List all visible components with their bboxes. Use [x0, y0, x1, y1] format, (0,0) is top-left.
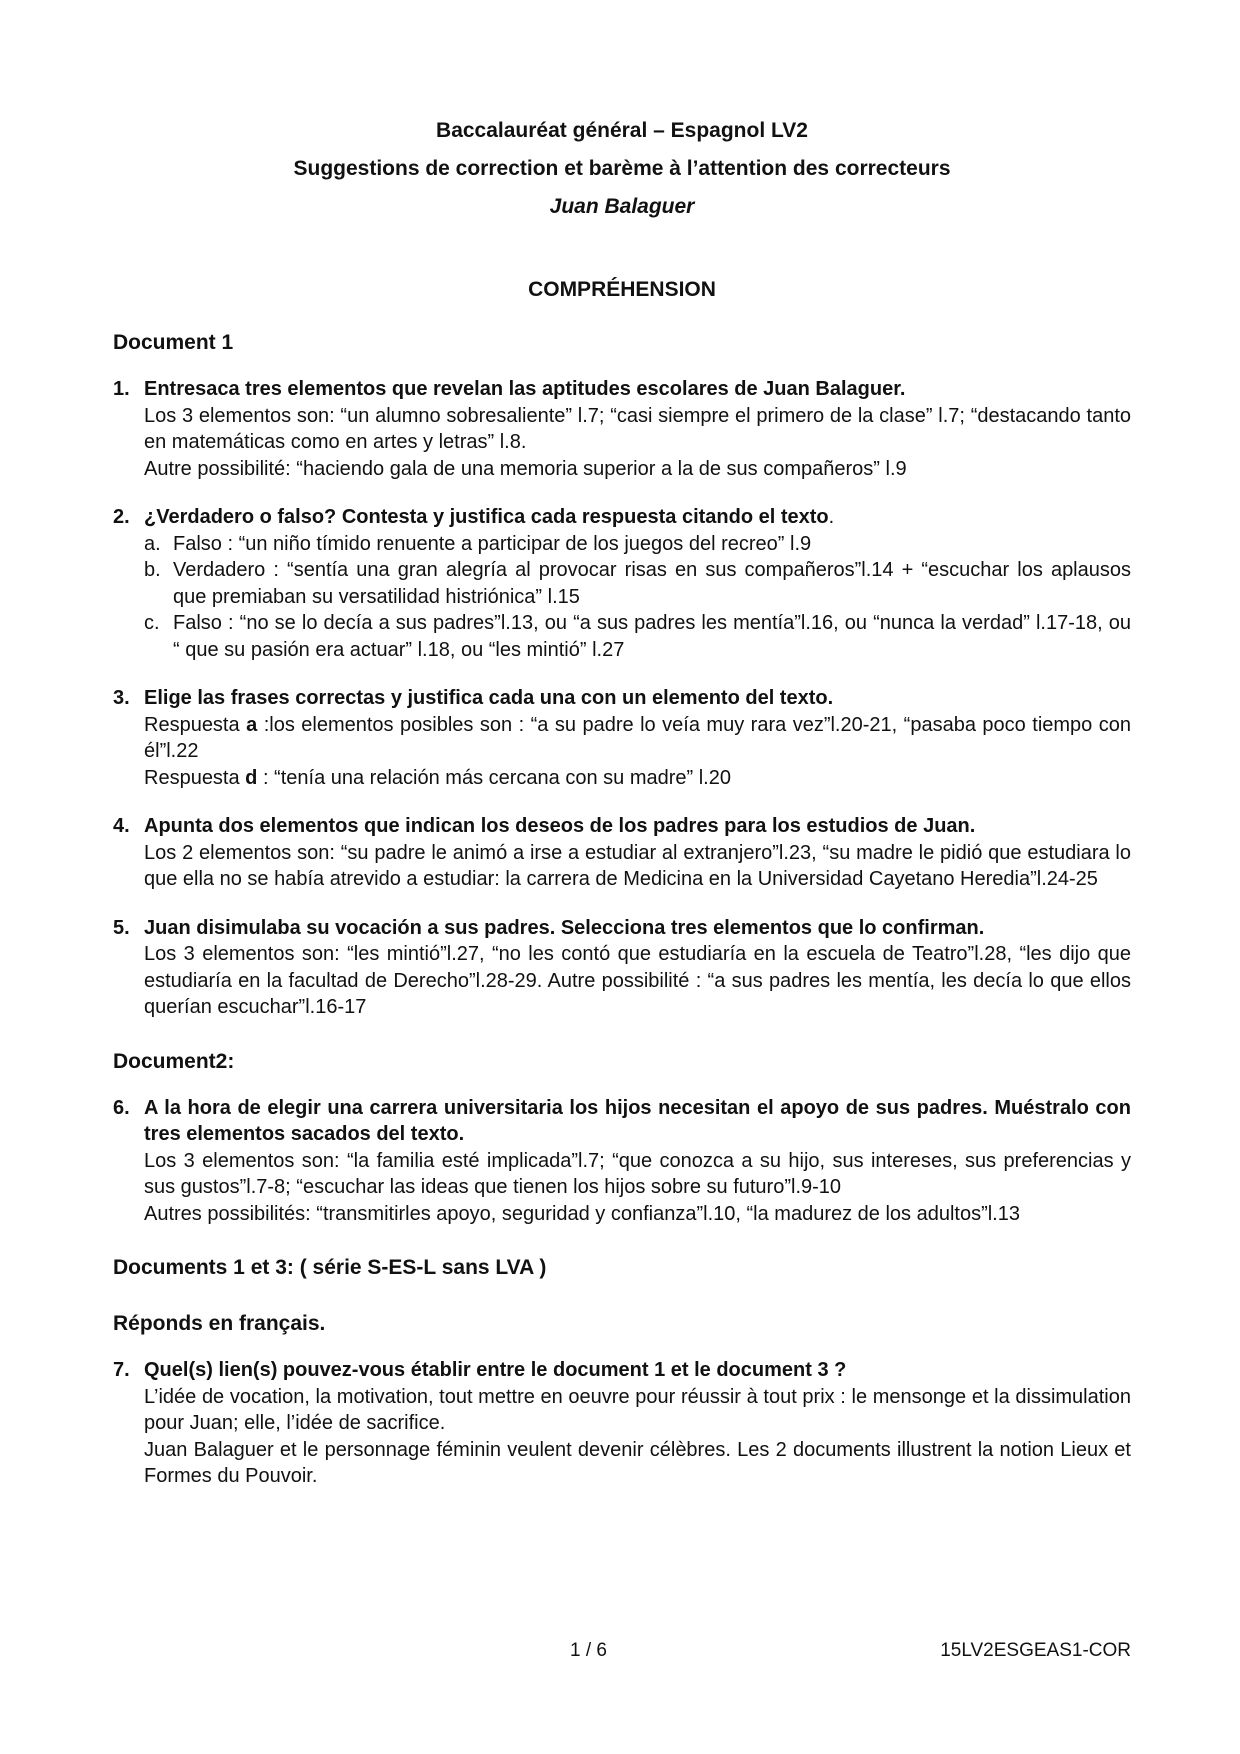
answer-letter: d	[245, 766, 258, 789]
question-number: 2.	[113, 506, 130, 528]
question-title: Quel(s) lien(s) pouvez-vous établir entre le document 1 et le document 3 ?	[144, 1359, 847, 1381]
question-title: A la hora de elegir una carrera universitaria los hijos necesitan el apoyo de sus padres. Muéstralo con tres elementos sacados del texto.	[144, 1096, 1131, 1145]
document-title: Baccalauréat général – Espagnol LV2	[436, 119, 808, 142]
answer-item-b	[144, 557, 1131, 610]
doc13-heading: Documents 1 et 3: ( série S-ES-L sans LVA )	[113, 1256, 547, 1279]
answer-text: Autres possibilités: “transmitirles apoyo, seguridad y confianza”l.10, “la madurez de los adultos”l.13	[144, 1202, 1020, 1225]
answer-item-c	[144, 610, 1131, 663]
document-page	[113, 112, 1131, 1490]
answer-text: Los 3 elementos son: “les mintió”l.27, “no les contó que estudiaría en la escuela de Teatro”l.28, “les dijo que estudiaría en la facultad de Derecho”l.28-29. Autre possibilité : “a sus padres les mentía, les decía lo que ellos querían escuchar”l.16-17	[144, 943, 1131, 1018]
question-title: Elige las frases correctas y justifica cada una con un elemento del texto.	[144, 687, 834, 709]
document-subtitle: Suggestions de correction et barème à l’attention des correcteurs	[293, 157, 951, 180]
question-2	[113, 504, 1131, 663]
answer-prefix: Respuesta	[144, 713, 247, 736]
answer-text: Los 2 elementos son: “su padre le animó a irse a estudiar al extranjero”l.23, “su madre le pidió que estudiara lo que ella no se había atrevido a estudiar: la carrera de Medicina en la Universidad Cayetano Heredia”l.24-25	[144, 841, 1131, 890]
answer-text: L’idée de vocation, la motivation, tout mettre en oeuvre pour réussir à tout prix : le mensonge et la dissimulation pour Juan; elle, l’idée de sacrifice.	[144, 1385, 1131, 1434]
question-5	[113, 915, 1131, 1021]
answer-prefix: Respuesta	[144, 766, 246, 789]
answer-text: Juan Balaguer et le personnage féminin veulent devenir célèbres. Les 2 documents illustrent la notion Lieux et Formes du Pouvoir.	[144, 1438, 1131, 1487]
question-title: ¿Verdadero o falso? Contesta y justifica cada respuesta citando el texto	[144, 506, 829, 528]
answer-text: Los 3 elementos son: “un alumno sobresaliente” l.7; “casi siempre el primero de la clase” l.7; “destacando tanto en matemáticas como en artes y letras” l.8.	[144, 404, 1131, 453]
question-title: Juan disimulaba su vocación a sus padres. Selecciona tres elementos que lo confirman.	[144, 916, 985, 939]
doc2-heading: Document2:	[113, 1049, 235, 1073]
answer-letter: c.	[144, 612, 160, 634]
question-1	[113, 376, 1131, 482]
answer-letter: a.	[144, 532, 161, 555]
answer-item-a	[144, 531, 1131, 558]
question-number: 6.	[113, 1096, 130, 1119]
question-4	[113, 813, 1131, 893]
answer-text: Falso : “no se lo decía a sus padres”l.13, ou “a sus padres les mentía”l.16, ou “nunca la verdad” l.17-18, ou “ que su pasión era actuar” l.18, ou “les mintió” l.27	[173, 612, 1131, 661]
answer-body: : “tenía una relación más cercana con su madre” l.20	[257, 766, 731, 789]
answer-text: Los 3 elementos son: “la familia esté implicada”l.7; “que conozca a su hijo, sus intereses, sus preferencias y sus gustos”l.7-8; “escuchar las ideas que tienen los hijos sobre su futuro”l.9-10	[144, 1149, 1131, 1198]
question-number: 3.	[113, 687, 130, 709]
answer-text	[144, 712, 1131, 765]
section-title: COMPRÉHENSION	[528, 278, 716, 301]
question-title: Apunta dos elementos que indican los deseos de los padres para los estudios de Juan.	[144, 815, 976, 837]
reponds-instruction: Réponds en français.	[113, 1312, 326, 1335]
answer-text: Autre possibilité: “haciendo gala de una memoria superior a la de sus compañeros” l.9	[144, 457, 907, 480]
question-3	[113, 685, 1131, 791]
question-number: 7.	[113, 1359, 130, 1381]
question-title: Entresaca tres elementos que revelan las aptitudes escolares de Juan Balaguer.	[144, 378, 906, 400]
answer-letter: a	[246, 713, 258, 736]
answer-letter: b.	[144, 559, 161, 581]
question-7	[113, 1357, 1131, 1490]
question-number: 1.	[113, 378, 130, 400]
answer-body: :los elementos posibles son : “a su padre lo veía muy rara vez”l.20-21, “pasaba poco tiempo con él”l.22	[144, 713, 1132, 762]
doc1-heading: Document 1	[113, 331, 234, 354]
page-number: 1 / 6	[570, 1640, 607, 1661]
answer-text	[144, 765, 1131, 792]
question-title-line	[144, 504, 1131, 531]
document-author: Juan Balaguer	[549, 195, 695, 218]
question-number: 4.	[113, 815, 130, 837]
question-number: 5.	[113, 916, 130, 939]
question-title-end: .	[828, 506, 835, 528]
question-6	[113, 1095, 1131, 1228]
answer-text: Falso : “un niño tímido renuente a participar de los juegos del recreo” l.9	[173, 532, 812, 555]
document-code: 15LV2ESGEAS1-COR	[940, 1640, 1131, 1661]
answer-text: Verdadero : “sentía una gran alegría al provocar risas en sus compañeros”l.14 + “escuchar los aplausos que premiaban su versatilidad histriónica” l.15	[173, 559, 1131, 608]
